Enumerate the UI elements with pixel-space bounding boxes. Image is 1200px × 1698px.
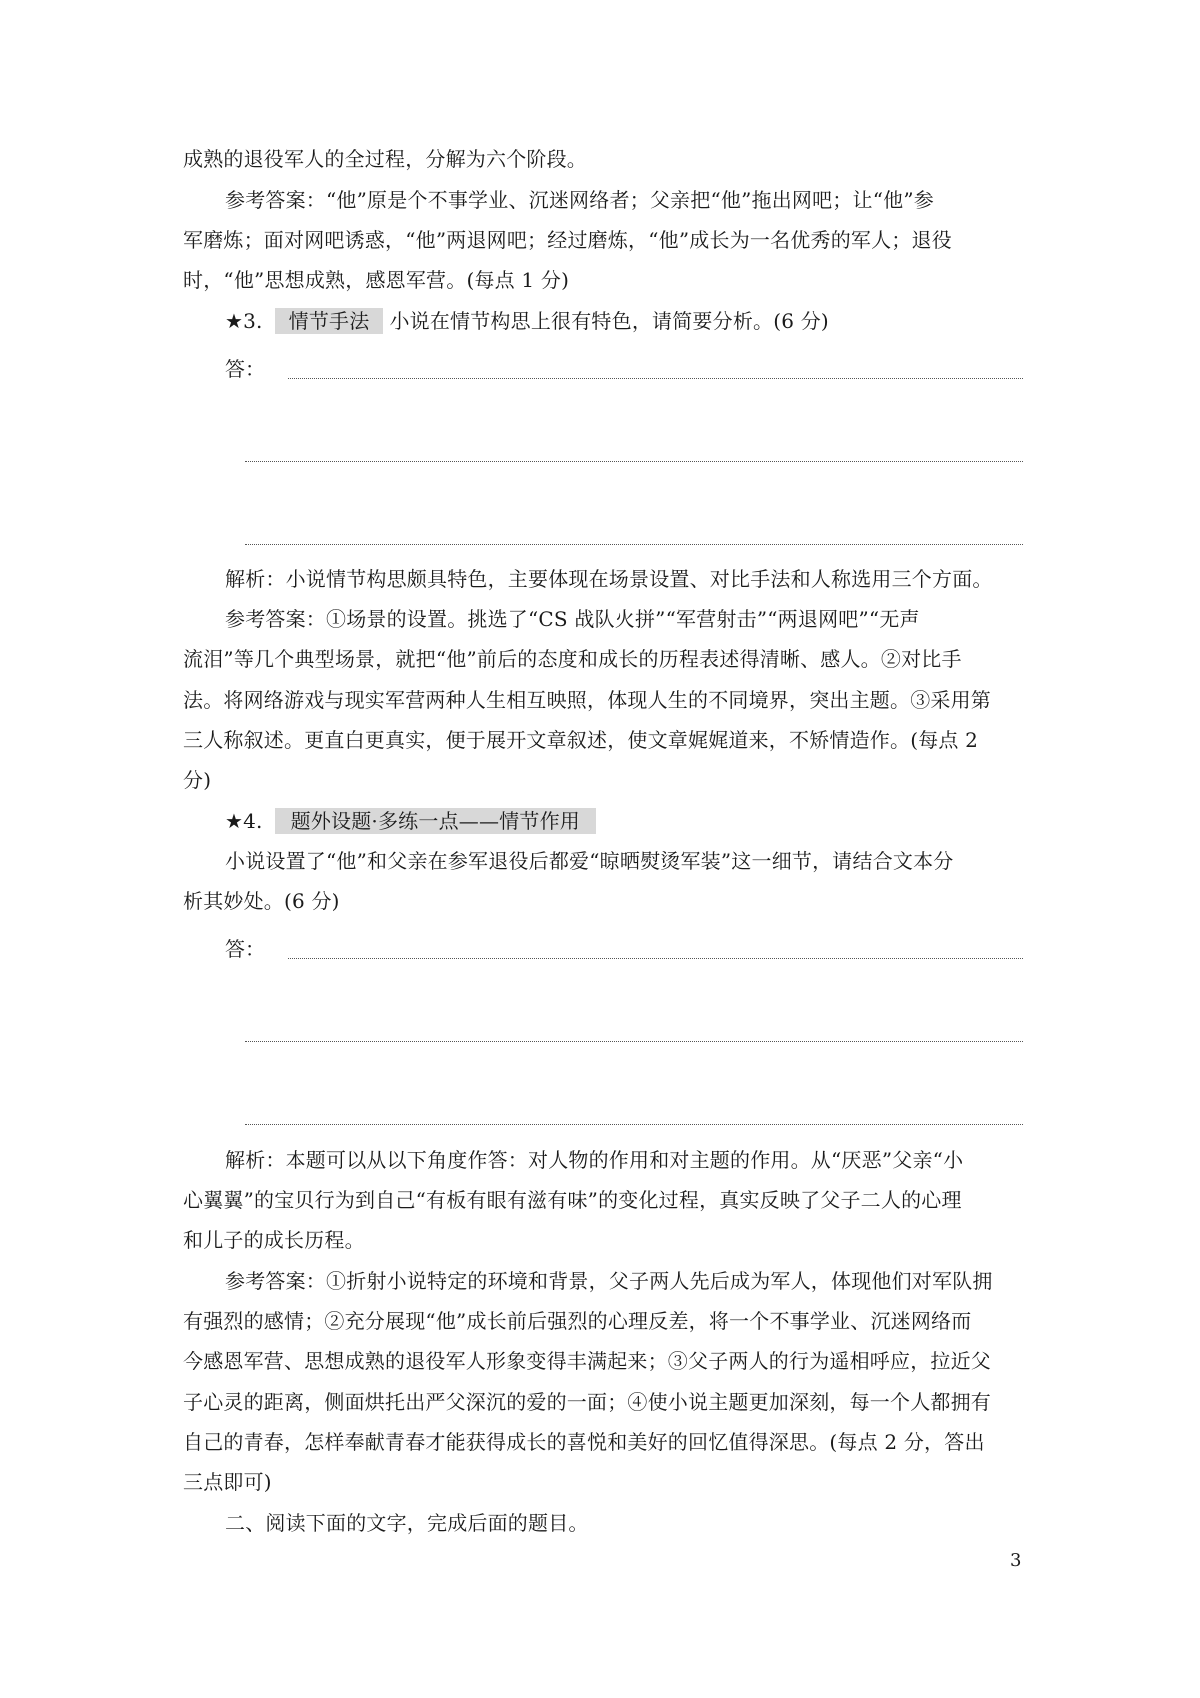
- text-line: 析其妙处。(6 分): [183, 889, 340, 913]
- text-line: 流泪”等几个典型场景，就把“他”前后的态度和成长的历程表述得清晰、感人。②对比手: [183, 647, 962, 671]
- question-tag: 情节手法: [275, 308, 384, 334]
- answer-blank-line[interactable]: [245, 1124, 1023, 1125]
- question-text: 小说在情节构思上很有特色，请简要分析。(6 分): [389, 309, 829, 333]
- question-3: [225, 308, 1023, 334]
- text-line: 心翼翼”的宝贝行为到自己“有板有眼有滋有味”的变化过程，真实反映了父子二人的心理: [183, 1188, 962, 1212]
- question-number: ★3.: [225, 309, 263, 333]
- question-number: ★4.: [225, 809, 263, 833]
- answer-blank-line[interactable]: [245, 1041, 1023, 1042]
- answer-blank-line[interactable]: [245, 544, 1023, 545]
- answer-label: 答：: [225, 357, 265, 381]
- text-line: 自己的青春，怎样奉献青春才能获得成长的喜悦和美好的回忆值得深思。(每点 2 分，答出: [183, 1430, 985, 1454]
- page-number: 3: [1010, 1550, 1022, 1571]
- answer-label: 答：: [225, 937, 265, 961]
- text-line: 三点即可): [183, 1470, 272, 1494]
- text-line: 今感恩军营、思想成熟的退役军人形象变得丰满起来；③父子两人的行为遥相呼应，拉近父: [183, 1349, 991, 1373]
- answer-blank-line[interactable]: [288, 958, 1023, 959]
- text-line: 解析：小说情节构思颇具特色，主要体现在场景设置、对比手法和人称选用三个方面。: [225, 567, 993, 591]
- answer-blank-line[interactable]: [245, 461, 1023, 462]
- text-line: 成熟的退役军人的全过程，分解为六个阶段。: [183, 147, 587, 171]
- answer-blank-line[interactable]: [288, 378, 1023, 379]
- text-line: 时，“他”思想成熟，感恩军营。(每点 1 分): [183, 268, 570, 292]
- text-line: 法。将网络游戏与现实军营两种人生相互映照，体现人生的不同境界，突出主题。③采用第: [183, 688, 991, 712]
- text-line: 和儿子的成长历程。: [183, 1228, 365, 1252]
- question-4: [225, 808, 1023, 834]
- text-line: 解析：本题可以从以下角度作答：对人物的作用和对主题的作用。从“厌恶”父亲“小: [225, 1148, 964, 1172]
- text-line: 军磨炼；面对网吧诱惑，“他”两退网吧；经过磨炼，“他”成长为一名优秀的军人；退役: [183, 228, 952, 252]
- question-tag: 题外设题·多练一点——情节作用: [275, 808, 596, 834]
- text-line: 参考答案：①折射小说特定的环境和背景，父子两人先后成为军人，体现他们对军队拥: [225, 1269, 993, 1293]
- text-line: 子心灵的距离，侧面烘托出严父深沉的爱的一面；④使小说主题更加深刻，每一个人都拥有: [183, 1390, 991, 1414]
- text-line: 分): [183, 768, 212, 792]
- text-line: 三人称叙述。更直白更真实，便于展开文章叙述，使文章娓娓道来，不矫情造作。(每点 2: [183, 728, 979, 752]
- text-line: 参考答案：①场景的设置。挑选了“CS 战队火拼”“军营射击”“两退网吧”“无声: [225, 607, 920, 631]
- text-line: 参考答案：“他”原是个不事学业、沉迷网络者；父亲把“他”拖出网吧；让“他”参: [225, 188, 934, 212]
- text-line: 有强烈的感情；②充分展现“他”成长前后强烈的心理反差，将一个不事学业、沉迷网络而: [183, 1309, 972, 1333]
- text-line: 小说设置了“他”和父亲在参军退役后都爱“晾晒熨烫军装”这一细节，请结合文本分: [225, 849, 954, 873]
- section-heading: 二、阅读下面的文字，完成后面的题目。: [225, 1511, 589, 1535]
